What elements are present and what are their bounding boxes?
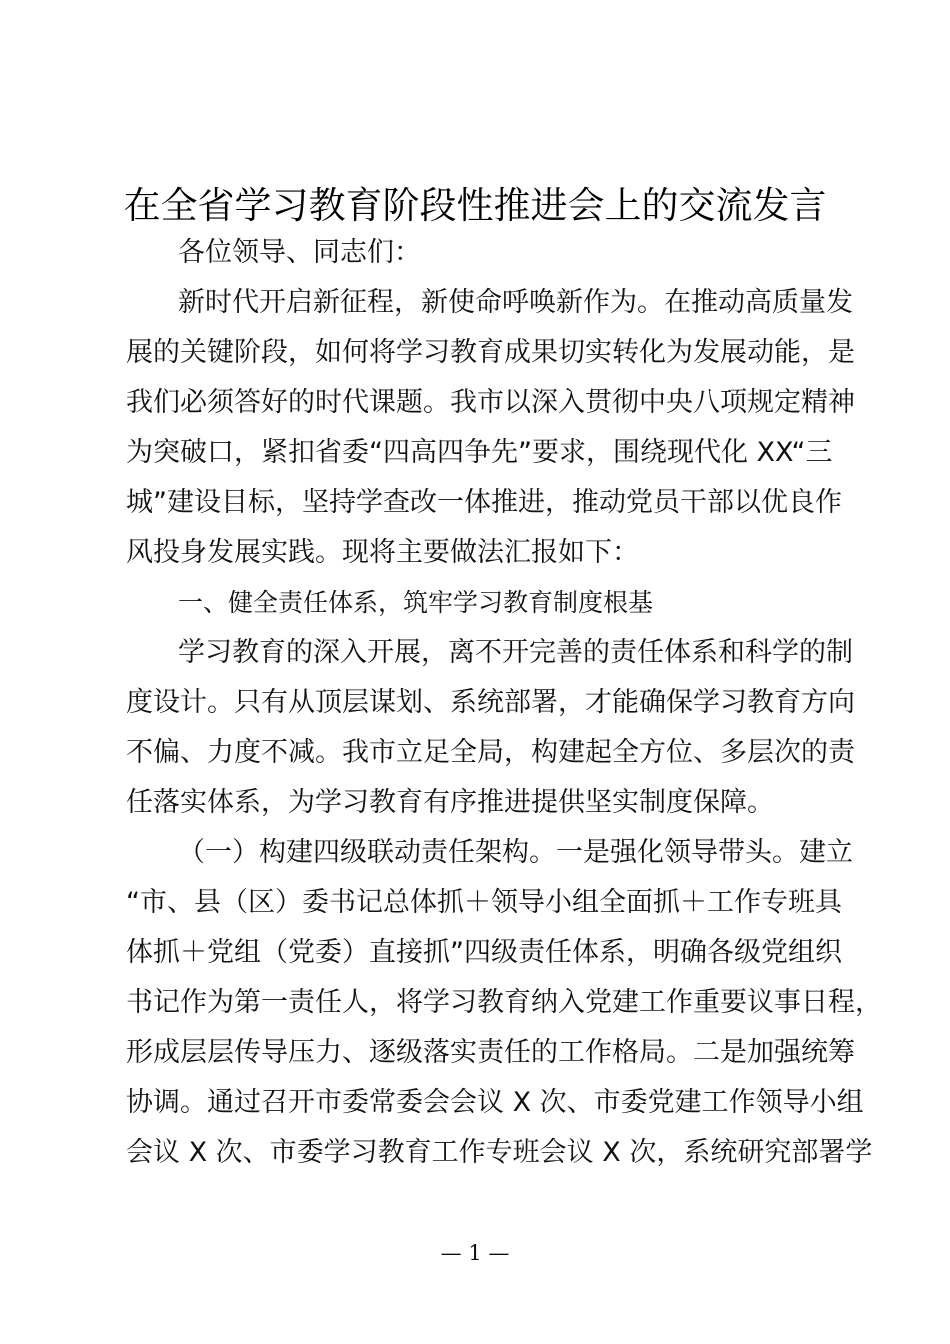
body-line: 度设计。只有从顶层谋划、系统部署，才能确保学习教育方向 bbox=[126, 687, 855, 718]
body-line: （一）构建四级联动责任架构。一是强化领导带头。建立 bbox=[178, 837, 853, 868]
salutation-line: 各位领导、同志们： bbox=[178, 237, 421, 268]
body-line: 为突破口，紧扣省委“四高四争先”要求，围绕现代化 XX“三 bbox=[126, 437, 833, 468]
body-line: 新时代开启新征程，新使命呼唤新作为。在推动高质量发 bbox=[178, 287, 853, 318]
body-line: 不偏、力度不减。我市立足全局，构建起全方位、多层次的责 bbox=[126, 737, 855, 768]
body-line: 协调。通过召开市委常委会会议 X 次、市委党建工作领导小组 bbox=[126, 1087, 864, 1118]
body-line: 风投身发展实践。现将主要做法汇报如下： bbox=[126, 537, 639, 568]
body-line: 学习教育的深入开展，离不开完善的责任体系和科学的制 bbox=[178, 637, 853, 668]
body-line: 会议 X 次、市委学习教育工作专班会议 X 次，系统研究部署学 bbox=[126, 1137, 873, 1168]
body-line: 任落实体系，为学习教育有序推进提供坚实制度保障。 bbox=[126, 787, 774, 818]
document-title: 在全省学习教育阶段性推进会上的交流发言 bbox=[123, 184, 827, 227]
body-line: 展的关键阶段，如何将学习教育成果切实转化为发展动能，是 bbox=[126, 337, 855, 368]
body-line: 形成层层传导压力、逐级落实责任的工作格局。二是加强统筹 bbox=[126, 1037, 855, 1068]
body-line: 我们必须答好的时代课题。我市以深入贯彻中央八项规定精神 bbox=[126, 387, 855, 418]
page-number: — 1 — bbox=[440, 1241, 510, 1265]
body-line: 书记作为第一责任人，将学习教育纳入党建工作重要议事日程， bbox=[126, 987, 882, 1018]
body-line: “市、县（区）委书记总体抓＋领导小组全面抓＋工作专班具 bbox=[126, 887, 842, 918]
body-line: 体抓＋党组（党委）直接抓”四级责任体系，明确各级党组织 bbox=[126, 937, 842, 968]
body-line: 城”建设目标，坚持学查改一体推进，推动党员干部以优良作 bbox=[126, 487, 842, 518]
section-heading: 一、健全责任体系，筑牢学习教育制度根基 bbox=[178, 588, 654, 617]
